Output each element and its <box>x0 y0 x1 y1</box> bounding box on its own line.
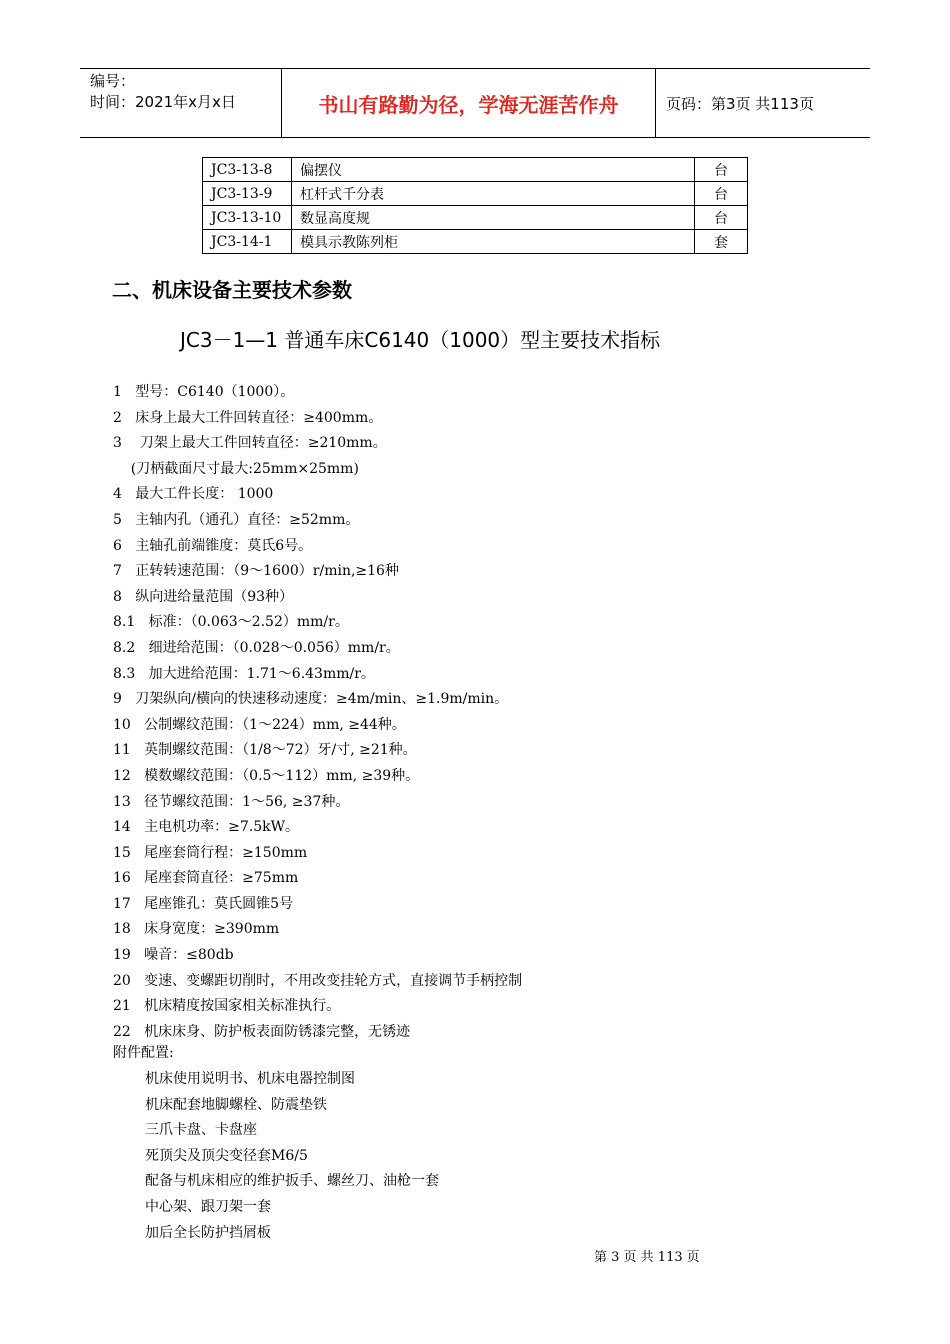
cell-unit: 套 <box>695 230 748 254</box>
page-footer: 第 3 页 共 113 页 <box>594 1250 700 1265</box>
accessory-item: 加后全长防护挡屑板 <box>145 1224 271 1241</box>
spec-item: 17 尾座锥孔：莫氏圆锥5号 <box>113 895 294 912</box>
spec-item: 20 变速、变螺距切削时，不用改变挂轮方式，直接调节手柄控制 <box>113 972 523 989</box>
spec-item: 18 床身宽度：≥390mm <box>113 921 280 938</box>
spec-item: 10 公制螺纹范围：（1～224）mm, ≥44种。 <box>113 716 406 733</box>
spec-item: 2 床身上最大工件回转直径：≥400mm。 <box>113 409 383 426</box>
spec-item: 6 主轴孔前端锥度：莫氏6号。 <box>113 537 313 554</box>
spec-item: 19 噪音：≤80db <box>113 947 234 964</box>
cell-name: 数显高度规 <box>292 206 695 230</box>
cell-name: 偏摆仪 <box>292 158 695 182</box>
header-meta <box>80 69 282 137</box>
cell-unit: 台 <box>695 182 748 206</box>
section-heading: 二、机床设备主要技术参数 <box>112 278 352 302</box>
header-motto: 书山有路勤为径，学海无涯苦作舟 <box>282 69 656 137</box>
table-row <box>203 158 748 182</box>
accessory-item: 配备与机床相应的维护扳手、螺丝刀、油枪一套 <box>145 1173 439 1190</box>
table-row <box>203 182 748 206</box>
cell-code: JC3-13-8 <box>203 158 292 182</box>
spec-item: 9 刀架纵向/横向的快速移动速度：≥4m/min、≥1.9m/min。 <box>113 691 509 708</box>
accessory-item: 中心架、跟刀架一套 <box>145 1198 271 1215</box>
spec-item: 1 型号：C6140（1000）。 <box>113 384 295 400</box>
spec-item: 8.3 加大进给范围：1.71～6.43mm/r。 <box>113 665 375 682</box>
spec-list <box>113 380 522 1045</box>
cell-code: JC3-14-1 <box>203 230 292 254</box>
accessories-list <box>145 1067 439 1246</box>
cell-unit: 台 <box>695 158 748 182</box>
table-row <box>203 206 748 230</box>
accessory-item: 三爪卡盘、卡盘座 <box>145 1122 257 1139</box>
cell-name: 杠杆式千分表 <box>292 182 695 206</box>
number-label: 编号： <box>90 72 136 90</box>
spec-item: 11 英制螺纹范围：（1/8～72）牙/寸, ≥21种。 <box>113 742 417 759</box>
spec-item: 13 径节螺纹范围：1～56, ≥37种。 <box>113 793 350 810</box>
accessories-heading: 附件配置: <box>113 1045 174 1061</box>
accessory-item: 机床配套地脚螺栓、防震垫铁 <box>145 1096 327 1113</box>
spec-item: 15 尾座套筒行程：≥150mm <box>113 844 308 861</box>
spec-item: 8.2 细进给范围：（0.028～0.056）mm/r。 <box>113 639 400 656</box>
spec-item: 3 刀架上最大工件回转直径：≥210mm。 <box>113 435 387 452</box>
spec-item: 5 主轴内孔（通孔）直径：≥52mm。 <box>113 511 360 528</box>
spec-item: 7 正转转速范围：（9～1600）r/min,≥16种 <box>113 563 399 580</box>
accessory-item: 机床使用说明书、机床电器控制图 <box>145 1071 355 1087</box>
cell-code: JC3-13-10 <box>203 206 292 230</box>
spec-item: 14 主电机功率：≥7.5kW。 <box>113 819 300 836</box>
spec-item: (刀柄截面尺寸最大:25mm×25mm) <box>113 460 359 477</box>
spec-item: 21 机床精度按国家相关标准执行。 <box>113 998 341 1015</box>
table-row <box>203 230 748 254</box>
page-header <box>80 68 870 138</box>
cell-unit: 台 <box>695 206 748 230</box>
header-page-code: 页码：第3页 共113页 <box>666 94 814 113</box>
accessory-item: 死顶尖及顶尖变径套M6/5 <box>145 1147 308 1164</box>
spec-item: 12 模数螺纹范围：（0.5～112）mm, ≥39种。 <box>113 767 420 784</box>
cell-name: 模具示教陈列柜 <box>292 230 695 254</box>
spec-item: 16 尾座套筒直径：≥75mm <box>113 870 299 887</box>
spec-item: 22 机床床身、防护板表面防锈漆完整，无锈迹 <box>113 1023 411 1040</box>
cell-code: JC3-13-9 <box>203 182 292 206</box>
time-label: 时间：2021年x月x日 <box>90 93 236 111</box>
spec-item: 8.1 标准：（0.063～2.52）mm/r。 <box>113 614 349 631</box>
spec-item: 4 最大工件长度： 1000 <box>113 486 274 503</box>
spec-item: 8 纵向进给量范围（93种） <box>113 588 294 605</box>
equipment-table <box>202 157 748 254</box>
spec-title: JC3－1—1 普通车床C6140（1000）型主要技术指标 <box>180 328 661 352</box>
